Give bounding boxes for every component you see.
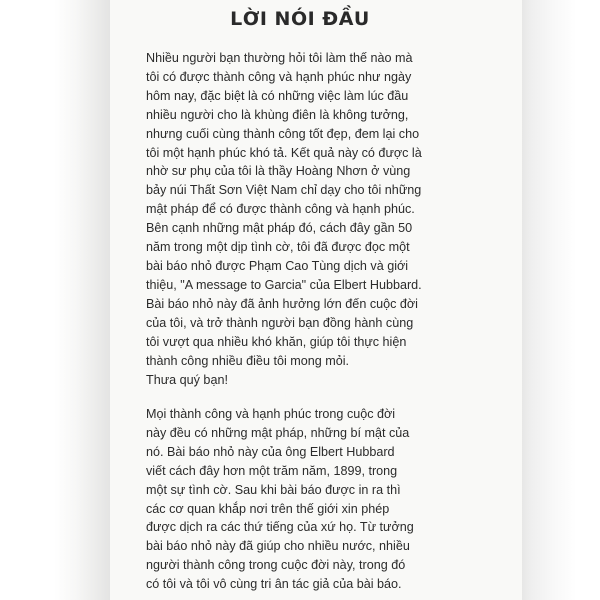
text-line: một sự tình cờ. Sau khi bài báo được in ra thì xyxy=(146,482,401,497)
text-line: Nhiều người bạn thường hỏi tôi làm thế nào mà xyxy=(146,51,413,65)
text-line: năm trong một dịp tình cờ, tôi đã được đọc một xyxy=(146,240,410,255)
text-line: nhiều người cho là khùng điên là không tưởng, xyxy=(146,107,409,122)
paragraph-3 xyxy=(146,405,468,594)
text-line: Bên cạnh những mật pháp đó, cách đây gần 50 xyxy=(146,221,413,236)
paragraph-2 xyxy=(146,371,468,390)
text-line: bảy núi Thất Sơn Việt Nam chỉ dạy cho tôi những xyxy=(146,183,422,198)
page-left-shadow xyxy=(54,0,110,600)
text-line: hôm nay, đặc biệt là có những việc làm lúc đầu xyxy=(146,88,409,103)
text-line: nó. Bài báo nhỏ này của ông Elbert Hubbard xyxy=(146,444,395,459)
text-line: Thưa quý bạn! xyxy=(146,373,228,387)
text-line: bài báo nhỏ này đã giúp cho nhiều nước, nhiều xyxy=(146,539,410,554)
text-line: người thành công trong cuộc đời này, trong đó xyxy=(146,558,406,573)
text-line: nhưng cuối cùng thành công tốt đẹp, đem lại cho xyxy=(146,126,420,141)
text-line: Mọi thành công và hạnh phúc trong cuộc đời xyxy=(146,407,396,421)
text-line: tôi một hạnh phúc khó tả. Kết quả này có được là xyxy=(146,145,422,160)
text-line: Bài báo nhỏ này đã ảnh hưởng lớn đến cuộc đời xyxy=(146,296,418,311)
text-line: thành công nhiều điều tôi mong mỏi. xyxy=(146,353,350,368)
text-line: có tôi và tôi vô cùng tri ân tác giả của bài báo. xyxy=(146,577,402,592)
text-line: tôi có được thành công và hạnh phúc như ngày xyxy=(146,69,412,84)
text-line: được dịch ra các thứ tiếng của xứ họ. Từ tưởng xyxy=(146,520,414,535)
page-title: LỜI NÓI ĐẦU xyxy=(230,8,370,30)
text-line: bài báo nhỏ được Phạm Cao Tùng dịch và giới xyxy=(146,258,409,273)
text-line: tôi vượt qua nhiều khó khăn, giúp tôi thực hiện xyxy=(146,334,407,349)
text-line: các cơ quan khắp nơi trên thế giới xin phép xyxy=(146,501,390,516)
page-right-shadow xyxy=(522,0,600,600)
text-line: nhờ sư phụ của tôi là thầy Hoàng Nhơn ở vùng xyxy=(146,164,411,179)
text-line: viết cách đây hơn một trăm năm, 1899, trong xyxy=(146,463,398,478)
text-line: của tôi, và trở thành người bạn đồng hành cùng xyxy=(146,315,414,330)
paragraph-1 xyxy=(146,49,468,370)
text-line: mật pháp để có được thành công và hạnh phúc. xyxy=(146,202,415,217)
text-line: này đều có những mật pháp, những bí mật của xyxy=(146,425,410,440)
text-line: thiệu, "A message to Garcia" của Elbert Hubbard. xyxy=(146,277,422,292)
